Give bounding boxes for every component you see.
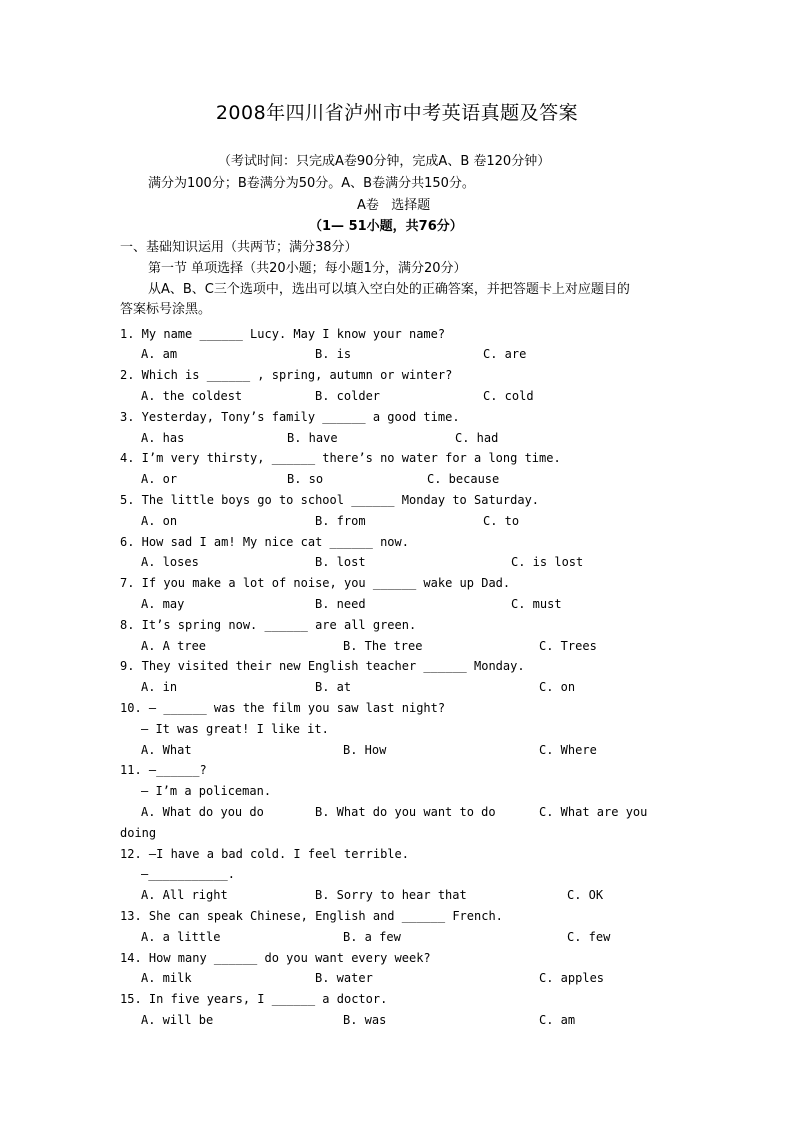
q14-option-c: C. apples bbox=[539, 971, 605, 985]
q15-option-a: A. will be bbox=[141, 1013, 214, 1027]
q3-option-b: B. have bbox=[287, 431, 338, 445]
question-12: 12. —I have a bad cold. I feel terrible. bbox=[120, 847, 409, 861]
question-14: 14. How many ______ do you want every week? bbox=[120, 951, 431, 965]
question-2: 2. Which is ______ , spring, autumn or winter? bbox=[120, 368, 453, 382]
q8-option-c: C. Trees bbox=[539, 639, 597, 653]
q2-option-b: B. colder bbox=[315, 389, 381, 403]
part-heading: 第一节 单项选择（共20小题；每小题1分，满分20分） bbox=[148, 261, 467, 276]
q5-option-b: B. from bbox=[315, 514, 366, 528]
question-15: 15. In five years, I ______ a doctor. bbox=[120, 992, 388, 1006]
q10-option-a: A. What bbox=[141, 743, 192, 757]
question-5: 5. The little boys go to school ______ Monday to Saturday. bbox=[120, 493, 540, 507]
question-8: 8. It’s spring now. ______ are all green. bbox=[120, 618, 417, 632]
question-10-reply: — It was great! I like it. bbox=[141, 722, 329, 736]
q7-option-a: A. may bbox=[141, 597, 185, 611]
q5-option-a: A. on bbox=[141, 514, 178, 528]
q7-option-c: C. must bbox=[511, 597, 562, 611]
volume-a-range: （1— 51小题，共76分） bbox=[309, 219, 463, 234]
q4-option-c: C. because bbox=[427, 472, 500, 486]
q12-option-c: C. OK bbox=[567, 888, 604, 902]
q3-option-c: C. had bbox=[455, 431, 499, 445]
q7-option-b: B. need bbox=[315, 597, 366, 611]
question-11-reply: — I’m a policeman. bbox=[141, 784, 272, 798]
q11-option-b: B. What do you want to do bbox=[315, 805, 496, 819]
question-12-reply: —___________. bbox=[141, 867, 235, 881]
q8-option-b: B. The tree bbox=[343, 639, 423, 653]
q1-option-c: C. are bbox=[483, 347, 527, 361]
question-13: 13. She can speak Chinese, English and ______ French. bbox=[120, 909, 503, 923]
section-heading: 一、基础知识运用（共两节；满分38分） bbox=[120, 240, 358, 255]
q2-option-c: C. cold bbox=[483, 389, 534, 403]
question-1: 1. My name ______ Lucy. May I know your name? bbox=[120, 327, 446, 341]
q13-option-b: B. a few bbox=[343, 930, 401, 944]
question-7: 7. If you make a lot of noise, you ______ wake up Dad. bbox=[120, 576, 511, 590]
instruction-line-2: 答案标号涂黑。 bbox=[120, 302, 212, 317]
page-title: 2008年四川省泸州市中考英语真题及答案 bbox=[215, 102, 579, 124]
q9-option-a: A. in bbox=[141, 680, 178, 694]
q14-option-a: A. milk bbox=[141, 971, 192, 985]
question-3: 3. Yesterday, Tony’s family ______ a good time. bbox=[120, 410, 460, 424]
q10-option-c: C. Where bbox=[539, 743, 597, 757]
q2-option-a: A. the coldest bbox=[141, 389, 243, 403]
q12-option-a: A. All right bbox=[141, 888, 228, 902]
q8-option-a: A. A tree bbox=[141, 639, 207, 653]
q11-option-c-wrap: doing bbox=[120, 826, 157, 840]
q6-option-b: B. lost bbox=[315, 555, 366, 569]
q13-option-a: A. a little bbox=[141, 930, 221, 944]
exam-time-note: （考试时间：只完成A卷90分钟，完成A、B 卷120分钟） bbox=[218, 154, 551, 169]
instruction-line-1: 从A、B、C三个选项中，选出可以填入空白处的正确答案，并把答题卡上对应题目的 bbox=[148, 282, 630, 297]
score-note: 满分为100分；B卷满分为50分。A、B卷满分共150分。 bbox=[148, 176, 475, 191]
question-10: 10. — ______ was the film you saw last night? bbox=[120, 701, 446, 715]
q10-option-b: B. How bbox=[343, 743, 387, 757]
question-9: 9. They visited their new English teacher ______ Monday. bbox=[120, 659, 525, 673]
q13-option-c: C. few bbox=[567, 930, 611, 944]
q12-option-b: B. Sorry to hear that bbox=[315, 888, 467, 902]
q1-option-b: B. is bbox=[315, 347, 352, 361]
question-11: 11. —______? bbox=[120, 763, 207, 777]
q11-option-a: A. What do you do bbox=[141, 805, 264, 819]
q6-option-a: A. loses bbox=[141, 555, 199, 569]
q3-option-a: A. has bbox=[141, 431, 185, 445]
q6-option-c: C. is lost bbox=[511, 555, 584, 569]
q14-option-b: B. water bbox=[315, 971, 373, 985]
q1-option-a: A. am bbox=[141, 347, 178, 361]
question-4: 4. I’m very thirsty, ______ there’s no water for a long time. bbox=[120, 451, 561, 465]
q15-option-b: B. was bbox=[343, 1013, 387, 1027]
volume-a-heading: A卷 选择题 bbox=[357, 198, 431, 213]
q5-option-c: C. to bbox=[483, 514, 520, 528]
q4-option-b: B. so bbox=[287, 472, 324, 486]
q9-option-c: C. on bbox=[539, 680, 576, 694]
question-6: 6. How sad I am! My nice cat ______ now. bbox=[120, 535, 409, 549]
q15-option-c: C. am bbox=[539, 1013, 576, 1027]
q11-option-c: C. What are you bbox=[539, 805, 648, 819]
q9-option-b: B. at bbox=[315, 680, 352, 694]
q4-option-a: A. or bbox=[141, 472, 178, 486]
